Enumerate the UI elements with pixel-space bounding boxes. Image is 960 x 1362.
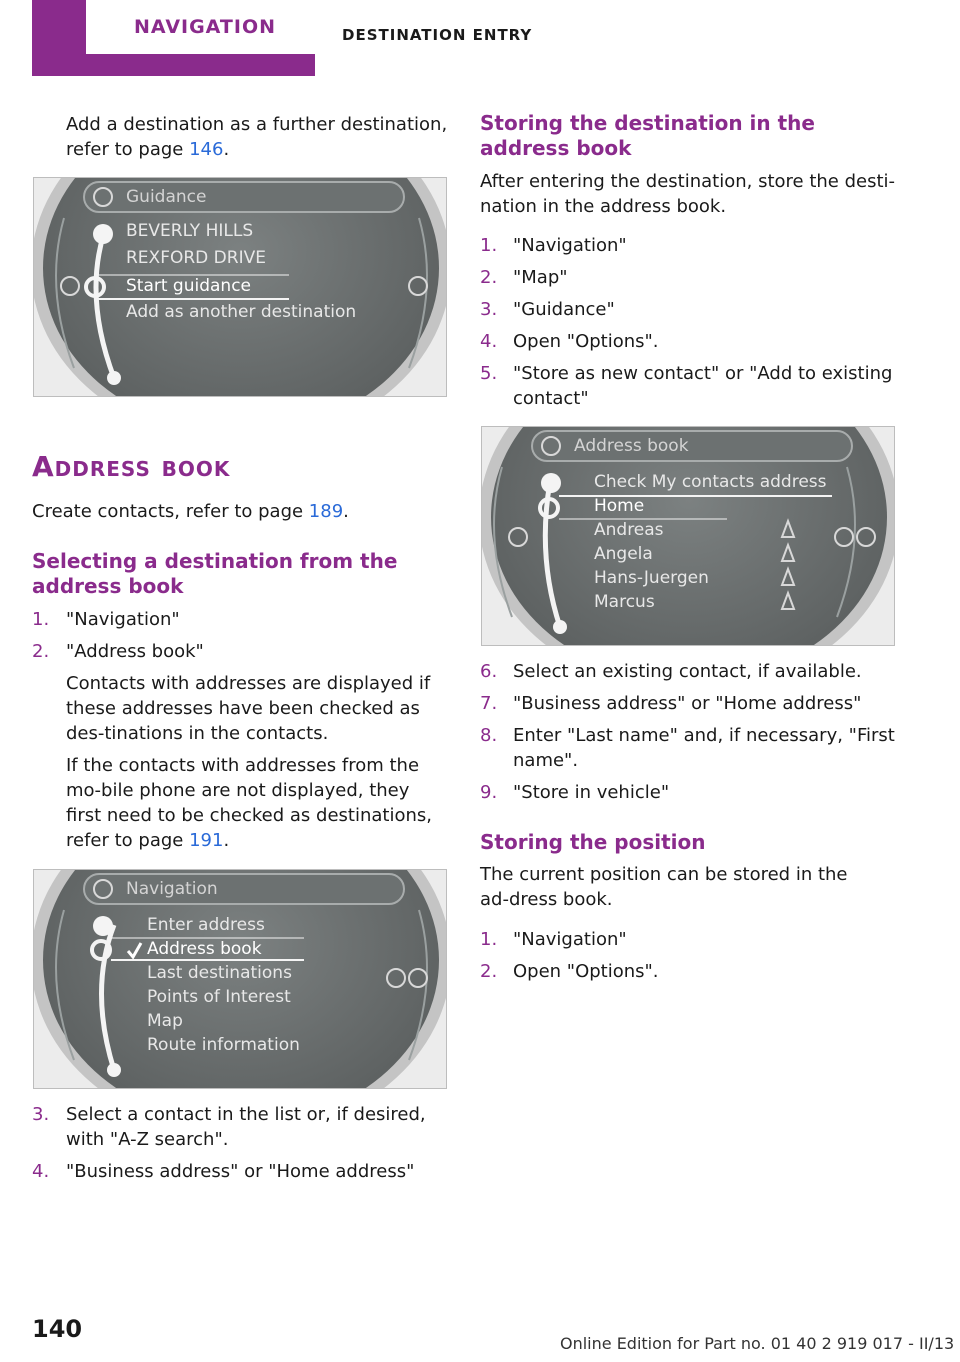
step-text: Select a contact in the list or, if desired, with "A-Z search". <box>66 1104 426 1150</box>
step-text: Select an existing contact, if available. <box>513 661 862 682</box>
ab-item-hans-juergen: Hans-Juergen <box>594 568 709 588</box>
guidance-screen-title: Guidance <box>126 187 207 207</box>
nav-item-map: Map <box>147 1011 183 1031</box>
intro-text: Add a destination as a further destination, refer to page <box>66 114 448 160</box>
guidance-screen-image <box>33 177 447 397</box>
address-book-screen-title: Address book <box>574 436 689 456</box>
step-number: 4. <box>480 331 498 352</box>
ab-item-angela: Angela <box>594 544 653 564</box>
navigation-screen-image <box>33 869 447 1089</box>
step-text: "Store in vehicle" <box>513 782 670 803</box>
step-number: 2. <box>32 641 50 662</box>
note-mobile-text: If the contacts with addresses from the mo‐bile phone are not displayed, they first need to be checked as destinations, refer to page <box>66 755 432 851</box>
ab-item-andreas: Andreas <box>594 520 664 540</box>
guidance-item-street: REXFORD DRIVE <box>126 248 266 268</box>
page-link-191[interactable]: 191 <box>189 830 224 851</box>
step-number: 9. <box>480 782 498 803</box>
chapter-tab-label-box <box>86 0 324 54</box>
page-link-146[interactable]: 146 <box>189 139 224 160</box>
edition-footer: Online Edition for Part no. 01 40 2 919 017 - II/13 <box>560 1334 955 1353</box>
step-number: 1. <box>480 235 498 256</box>
step-text: "Business address" or "Home address" <box>513 693 862 714</box>
section-title: DESTINATION ENTRY <box>342 26 533 44</box>
storing-position-intro: The current position can be stored in the ad‐dress book. <box>480 864 848 910</box>
nav-item-address-book: Address book <box>147 939 262 959</box>
step-text: "Address book" <box>66 641 204 662</box>
step-text: "Guidance" <box>513 299 615 320</box>
step-text: "Store as new contact" or "Add to existing contact" <box>513 363 893 409</box>
guidance-item-start: Start guidance <box>126 276 252 296</box>
select-destination-subheading: Selecting a destination from the address book <box>32 549 398 598</box>
step-number: 2. <box>480 267 498 288</box>
page-link-189[interactable]: 189 <box>308 501 344 522</box>
step-text: "Navigation" <box>513 929 627 950</box>
step-number: 6. <box>480 661 498 682</box>
step-number: 3. <box>480 299 498 320</box>
guidance-item-add: Add as another destination <box>126 302 357 322</box>
guidance-item-city: BEVERLY HILLS <box>126 221 254 241</box>
intro-paragraph: Add a destination as a further destination, refer to page 146. <box>66 114 448 160</box>
storing-position-heading: Storing the position <box>480 830 706 854</box>
nav-item-last-destinations: Last destinations <box>147 963 292 983</box>
step-number: 1. <box>480 929 498 950</box>
navigation-screen-title: Navigation <box>126 879 218 899</box>
step-text: Open "Options". <box>513 331 659 352</box>
chapter-title: NAVIGATION <box>134 16 276 38</box>
nav-item-enter-address: Enter address <box>147 915 265 935</box>
step-number: 2. <box>480 961 498 982</box>
step-text: "Business address" or "Home address" <box>66 1161 415 1182</box>
step-number: 8. <box>480 725 498 746</box>
store-destination-intro: After entering the destination, store the desti‐nation in the address book. <box>480 171 896 217</box>
address-book-screen-image <box>481 426 895 646</box>
step-text: "Map" <box>513 267 568 288</box>
step-text: Enter "Last name" and, if necessary, "First name". <box>513 725 895 771</box>
create-contacts-paragraph: Create contacts, refer to page 189. <box>32 501 349 522</box>
step-number: 7. <box>480 693 498 714</box>
address-book-heading: Address book <box>32 450 231 483</box>
ab-item-marcus: Marcus <box>594 592 655 612</box>
step-text: Open "Options". <box>513 961 659 982</box>
page-number: 140 <box>32 1315 83 1343</box>
address-book-screen-graphic <box>482 427 895 646</box>
step-number: 3. <box>32 1104 50 1125</box>
chapter-tab <box>32 0 315 76</box>
note-contacts-checked: Contacts with addresses are displayed if these addresses have been checked as des‐tinations in the contacts. <box>66 673 431 744</box>
nav-item-poi: Points of Interest <box>147 987 291 1007</box>
store-destination-heading: Storing the destination in the address book <box>480 111 815 160</box>
step-text: "Navigation" <box>513 235 627 256</box>
step-text: "Navigation" <box>66 609 180 630</box>
ab-item-check-contacts: Check My contacts address <box>594 472 827 492</box>
note-mobile-contacts: If the contacts with addresses from the mo‐bile phone are not displayed, they first need to be checked as destinations, refer to page 191. <box>66 755 432 851</box>
create-contacts-text: Create contacts, refer to page <box>32 501 309 522</box>
step-number: 1. <box>32 609 50 630</box>
nav-item-route-info: Route information <box>147 1035 300 1055</box>
step-number: 4. <box>32 1161 50 1182</box>
ab-item-home: Home <box>594 496 645 516</box>
step-number: 5. <box>480 363 498 384</box>
